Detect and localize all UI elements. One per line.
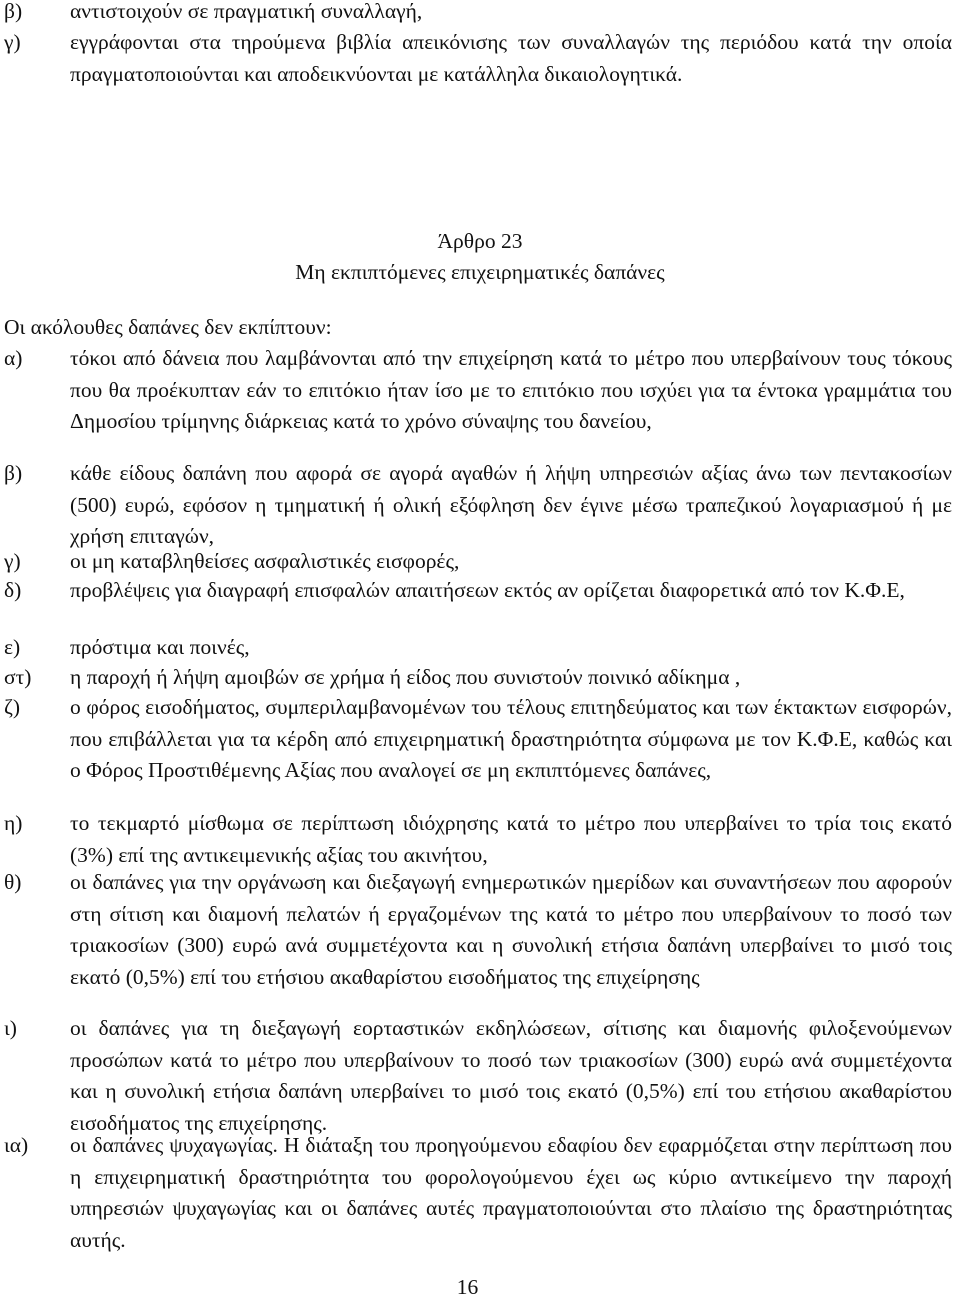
list-item-epsilon — [0, 632, 952, 664]
list-item-label: δ) — [4, 578, 22, 602]
list-item-label: θ) — [4, 870, 22, 894]
list-item-label: ζ) — [4, 695, 21, 719]
list-item-delta — [0, 575, 952, 607]
list-item-text: το τεκμαρτό μίσθωμα σε περίπτωση ιδιόχρησης κατά το μέτρο που υπερβαίνει το τρία τοις εκατό (3%) επί της αντικειμενικής αξίας του ακινήτου, — [70, 811, 952, 867]
list-item-label: στ) — [4, 665, 32, 689]
list-item-eta — [0, 808, 952, 871]
list-item-text: πρόστιμα και ποινές, — [70, 635, 250, 659]
article-number: Άρθρο 23 — [437, 229, 523, 253]
list-item-text: εγγράφονται στα τηρούμενα βιβλία απεικόνισης των συναλλαγών της περιόδου κατά την οποία πραγματοποιούνται και αποδεικνύονται με κατάλληλα δικαιολογητικά. — [70, 30, 952, 86]
list-item-text: οι δαπάνες για τη διεξαγωγή εορταστικών εκδηλώσεων, σίτισης και διαμονής φιλοξενούμενων προσώπων κατά το μέτρο που υπερβαίνουν το ποσό των τριακοσίων (300) ευρώ ανά συμμετέχοντα και η συνολική ετήσια δαπάνη υπερβαίνει το μισό τοις εκατό (0,5%) επί του ετήσιου ακαθαρίστου εισοδήματος της επιχείρησης. — [70, 1016, 952, 1135]
list-item-label: γ) — [4, 30, 21, 54]
list-item-label: γ) — [4, 549, 21, 573]
list-item-text: κάθε είδους δαπάνη που αφορά σε αγορά αγαθών ή λήψη υπηρεσιών αξίας άνω των πεντακοσίων (500) ευρώ, εφόσον η τμηματική ή ολική εξόφληση δεν έγινε μέσω τραπεζικού λογαριασμού ή με χρήση επιταγών, — [70, 461, 952, 548]
list-item-text: προβλέψεις για διαγραφή επισφαλών απαιτήσεων εκτός αν ορίζεται διαφορετικά από τον Κ.Φ.Ε, — [70, 578, 905, 602]
list-item-text: αντιστοιχούν σε πραγματική συναλλαγή, — [70, 0, 423, 23]
list-item-iota-alpha — [0, 1130, 952, 1256]
list-item-beta-previous — [0, 0, 952, 28]
article-intro: Οι ακόλουθες δαπάνες δεν εκπίπτουν: — [4, 315, 332, 339]
list-item-gamma-previous — [0, 27, 952, 90]
article-title: Μη εκπιπτόμενες επιχειρηματικές δαπάνες — [295, 260, 665, 284]
list-item-text: η παροχή ή λήψη αμοιβών σε χρήμα ή είδος που συνιστούν ποινικό αδίκημα , — [70, 665, 741, 689]
list-item-label: β) — [4, 0, 23, 23]
list-item-label: ε) — [4, 635, 21, 659]
list-item-theta — [0, 867, 952, 993]
list-item-text: τόκοι από δάνεια που λαμβάνονται από την επιχείρηση κατά το μέτρο που υπερβαίνουν τους τόκους που θα προέκυπταν εάν το επιτόκιο ήταν ίσο με το επιτόκιο που ισχύει για τα έντοκα γραμμάτια του Δημοσίου τρίμηνης διάρκειας κατά το χρόνο σύναψης του δανείου, — [70, 346, 952, 433]
list-item-zeta — [0, 692, 952, 787]
list-item-label: ια) — [4, 1133, 29, 1157]
list-item-text: οι μη καταβληθείσες ασφαλιστικές εισφορές, — [70, 549, 460, 573]
list-item-alpha — [0, 343, 952, 438]
list-item-beta — [0, 458, 952, 553]
list-item-text: ο φόρος εισοδήματος, συμπεριλαμβανομένων του τέλους επιτηδεύματος και των έκτακτων εισφορών, που επιβάλλεται για τα κέρδη από επιχειρηματική δραστηριότητα σύμφωνα με τον Κ.Φ.Ε, καθώς και ο Φόρος Προστιθέμενης Αξίας που αναλογεί σε μη εκπιπτόμενες δαπάνες, — [70, 695, 952, 782]
list-item-text: οι δαπάνες ψυχαγωγίας. Η διάταξη του προηγούμενου εδαφίου δεν εφαρμόζεται στην περίπτωση που η επιχειρηματική δραστηριότητα του φορολογούμενου έχει ως κύριο αντικείμενο την παροχή υπηρεσιών ψυχαγωγίας και οι δαπάνες αυτές πραγματοποιούνται στο πλαίσιο της δραστηριότητας αυτής. — [70, 1133, 952, 1252]
list-item-label: ι) — [4, 1016, 17, 1040]
list-item-iota — [0, 1013, 952, 1139]
list-item-text: οι δαπάνες για την οργάνωση και διεξαγωγή ενημερωτικών ημερίδων και συναντήσεων που αφορούν στη σίτιση και διαμονή πελατών ή εργαζομένων της κατά το μέτρο που υπερβαίνουν το ποσό των τριακοσίων (300) ευρώ ανά συμμετέχοντα και η συνολική ετήσια δαπάνη υπερβαίνει το μισό τοις εκατό (0,5%) επί του ετήσιου ακαθαρίστου εισοδήματος της επιχείρησης — [70, 870, 952, 989]
list-item-label: η) — [4, 811, 23, 835]
list-item-label: β) — [4, 461, 23, 485]
list-item-stigma — [0, 662, 952, 694]
list-item-label: α) — [4, 346, 23, 370]
list-item-gamma — [0, 546, 952, 578]
page-number: 16 — [456, 1275, 479, 1299]
